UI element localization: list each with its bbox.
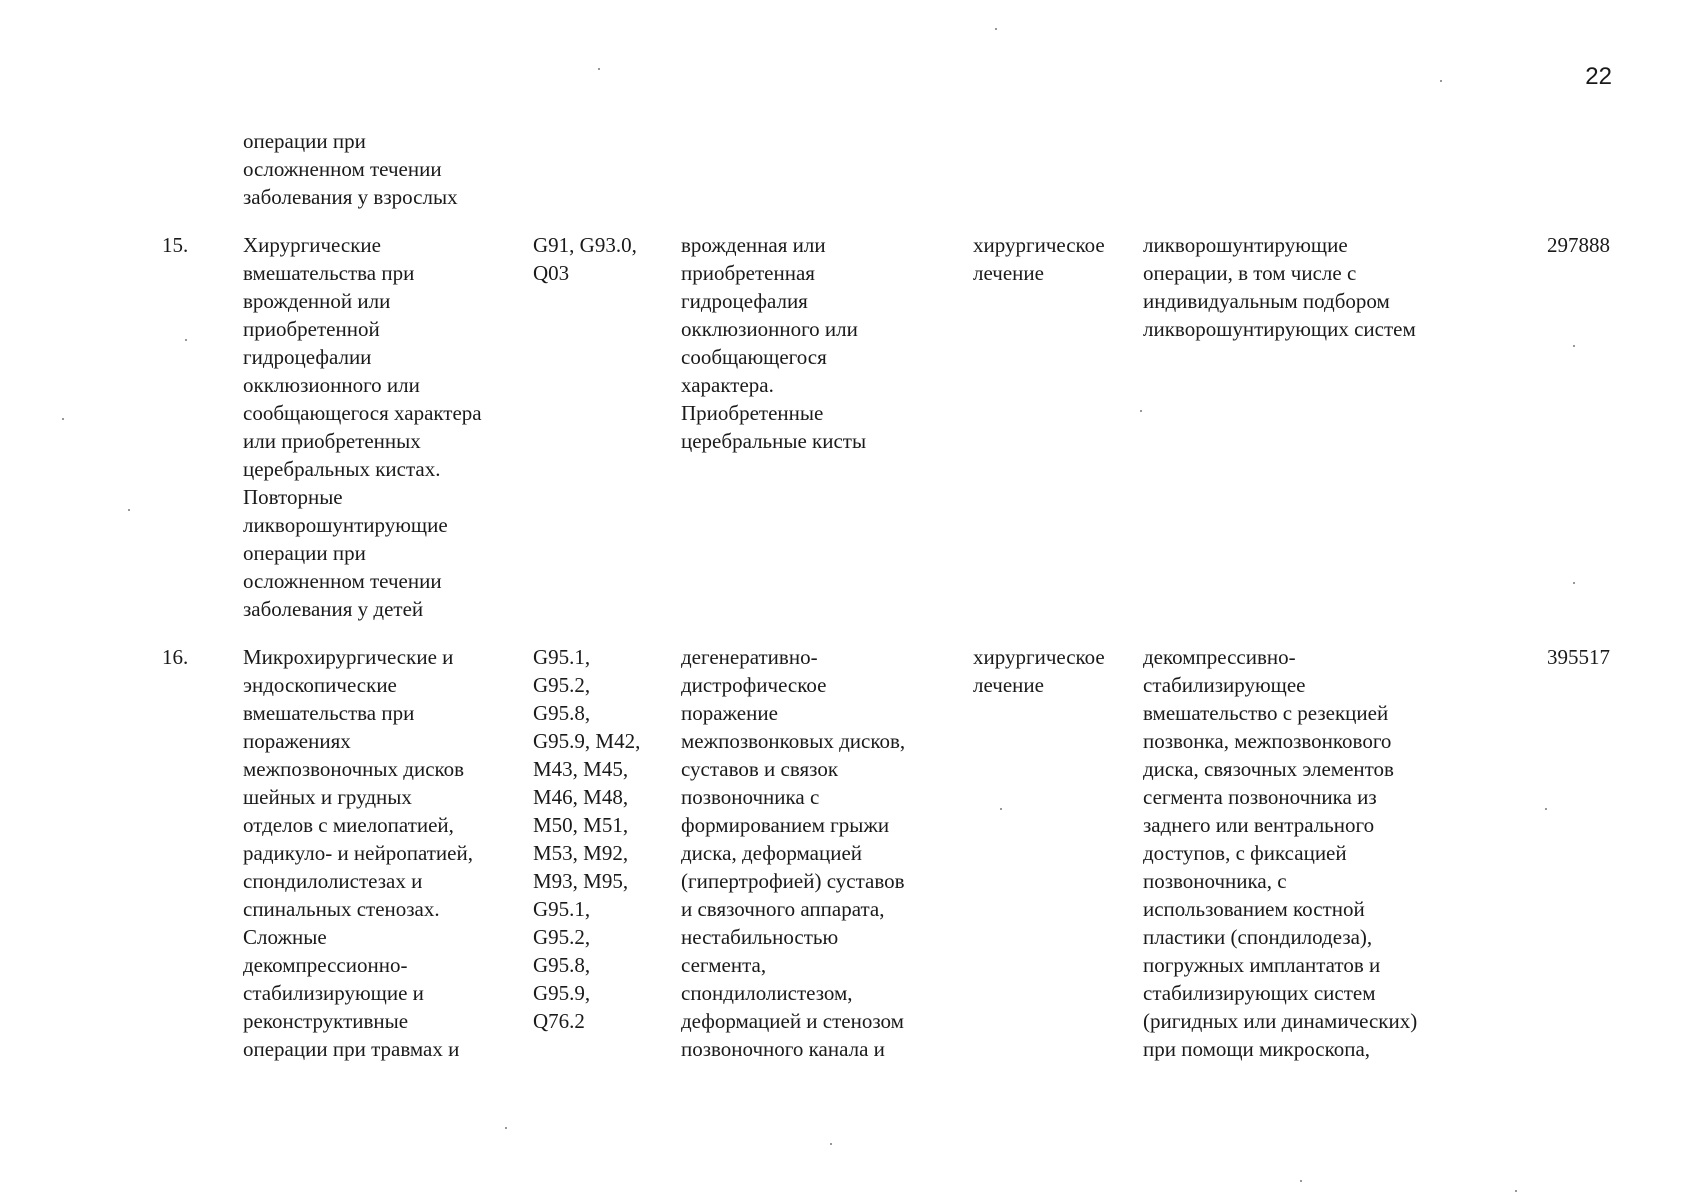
row-method: ликворошунтирующие операции, в том числе с индивидуальным подбором ликворошунтирующих систем [1143,233,1416,341]
row-treatment-type: хирургическое лечение [973,645,1105,697]
row-name: Микрохирургические и эндоскопические вмешательства при поражениях межпозвоночных дисков шейных и грудных отделов с миелопатией, радикуло- и нейропатией, спондилолистезах и спинальных стенозах. Сложные декомпрессионно- стабилизирующие и реконструктивные операции при травмах и [243,645,473,1061]
row-sum: 297888 [1547,233,1610,257]
scan-speck [185,339,187,341]
scan-speck [128,509,130,511]
row-name: Хирургические вмешательства при врожденной или приобретенной гидроцефалии окклюзионного или сообщающегося характера или приобретенных церебральных кистах. Повторные ликворошунтирующие операции при осложненном течении заболевания у детей [243,233,482,621]
scan-speck [598,68,600,70]
scan-speck [62,418,64,420]
continuation-name: операции при осложненном течении заболевания у взрослых [243,129,458,209]
scan-speck [505,1127,507,1129]
row-treatment-type: хирургическое лечение [973,233,1105,285]
scan-speck [1515,1190,1517,1192]
scan-speck [995,28,997,30]
scan-speck [1000,808,1002,810]
row-codes: G91, G93.0, Q03 [533,233,637,285]
scan-speck [1300,1180,1302,1182]
scan-speck [1140,410,1142,412]
page-number: 22 [1585,63,1612,90]
row-number: 15. [162,233,189,257]
row-codes: G95.1, G95.2, G95.8, G95.9, M42, M43, M45, M46, M48, M50, M51, M53, M92, M93, M95, G95.1, G95.2, G95.8, G95.9, Q76.2 [533,645,641,1033]
row-number: 16. [162,645,189,669]
row-model: врожденная или приобретенная гидроцефалия окклюзионного или сообщающегося характера. Приобретенные церебральные кисты [681,233,867,453]
row-method: декомпрессивно- стабилизирующее вмешательство с резекцией позвонка, межпозвонкового диска, связочных элементов сегмента позвоночника из заднего или вентрального доступов, с фиксацией позвоночника, с использованием костной пластики (спондилодеза), погружных имплантатов и стабилизирующих систем (ригидных или динамических) при помощи микроскопа, [1143,645,1418,1061]
row-sum: 395517 [1547,645,1610,669]
scan-speck [1573,345,1575,347]
scan-speck [1573,582,1575,584]
scan-speck [830,1143,832,1145]
scan-speck [1440,80,1442,82]
scan-speck [1545,808,1547,810]
row-model: дегенеративно- дистрофическое поражение межпозвонковых дисков, суставов и связок позвоночника с формированием грыжи диска, деформацией (гипертрофией) суставов и связочного аппарата, нестабильностью сегмента, спондилолистезом, деформацией и стенозом позвоночного канала и [681,645,906,1061]
